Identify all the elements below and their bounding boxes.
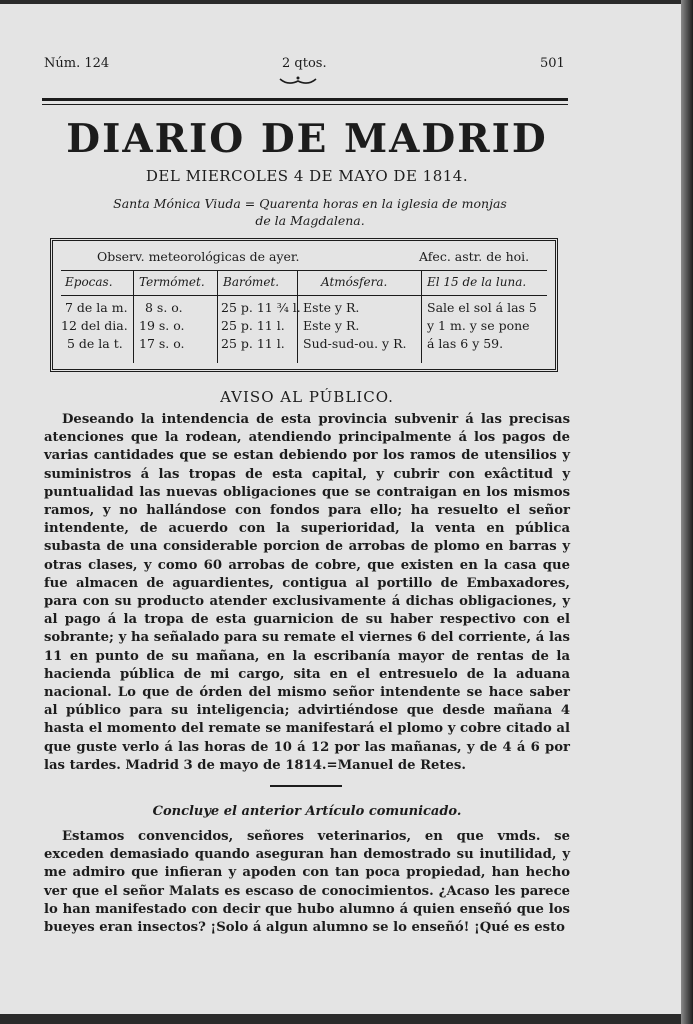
row3-barom: 25 p. 11 l. xyxy=(221,336,285,351)
concluye-body xyxy=(44,828,570,937)
row2-epoca: 12 del dia. xyxy=(61,318,128,333)
astro-line-3: á las 6 y 59. xyxy=(427,336,504,351)
aviso-body xyxy=(44,411,570,775)
row3-atmos: Sud-sud-ou. y R. xyxy=(303,336,407,351)
row1-term: 8 s. o. xyxy=(145,300,183,315)
header-rule-top xyxy=(42,98,568,101)
page-edge-shadow xyxy=(681,0,693,1024)
concluye-heading: Concluye el anterior Artículo comunicado. xyxy=(152,804,462,819)
newspaper-page xyxy=(0,4,683,1014)
section-separator xyxy=(270,785,342,787)
page-number: 501 xyxy=(540,56,565,71)
masthead-title: DIARIO DE MADRID xyxy=(66,116,548,162)
aviso-paragraph: Deseando la intendencia de esta provincia subvenir á las precisas atenciones que la rodean, atendiendo principalmente á los pagos de varias cantidades que se estan debiendo por los ramos de utensilios y suministros á las tropas de esta capital, y cubrir con exâctitud y puntualidad las nuevas obligaciones que se contraigan en los mismos ramos, y no hallándose con fondos para ello; ha resuelto el señor intendente, de acuerdo con la superioridad, la venta en pública subasta de una considerable porcion de arrobas de plomo en barras y otras clases, y como 60 arrobas de cobre, que existen en la casa que fue almacen de aguardientes, contigua al portillo de Embaxadores, para con su producto atender exclusivamente á dichas obligaciones, y al pago á la tropa de esta guarnicion de su haber respectivo con el sobrante; y ha señalado para su remate el viernes 6 del corriente, á las 11 en punto de su mañana, en la escribanía mayor de rentas de la hacienda pública de mi cargo, sita en el entresuelo de la aduana nacional. Lo que de órden del mismo señor intendente se hace saber al público para su inteligencia; advirtiéndose que desde mañana 4 hasta el momento del remate se manifestará el plomo y cobre citado al que guste verlo á las horas de 10 á 12 por las mañanas, y de 4 á 6 por las tardes. Madrid 3 de mayo de 1814.=Manuel de Retes. xyxy=(44,412,570,773)
meteo-vline-1 xyxy=(133,271,134,363)
meteo-heading-left: Observ. meteorológicas de ayer. xyxy=(97,249,300,264)
meteo-vline-2 xyxy=(217,271,218,363)
col-atmosfera: Atmósfera. xyxy=(321,275,388,289)
row2-barom: 25 p. 11 l. xyxy=(221,318,285,333)
aviso-heading: AVISO AL PÚBLICO. xyxy=(220,388,394,406)
meteorological-table xyxy=(50,238,558,372)
issue-number: Núm. 124 xyxy=(44,56,110,71)
saint-of-day xyxy=(60,195,560,229)
row1-barom: 25 p. 11 ¾ l. xyxy=(221,300,301,315)
astro-line-2: y 1 m. y se pone xyxy=(427,318,530,333)
row1-epoca: 7 de la m. xyxy=(65,300,128,315)
concluye-paragraph: Estamos convencidos, señores veterinarios, en que vmds. se exceden demasiado quando aseguran han demostrado su inutilidad, y me admiro que infieran y apoden con tan poca propiedad, han hecho ver que el señor Malats es escaso de conocimientos. ¿Acaso les parece lo han manifestado con decir que hubo alumno á quien enseñó que los bueyes eran insectos? ¡Solo á algun alumno se lo enseñó! ¡Qué es esto xyxy=(44,829,570,936)
saint-line-2: de la Magdalena. xyxy=(255,213,365,228)
header-rule-bottom xyxy=(42,104,568,105)
col-epocas: Epocas. xyxy=(65,275,113,289)
ornament-icon xyxy=(278,74,318,88)
row1-atmos: Este y R. xyxy=(303,300,360,315)
dateline: DEL MIERCOLES 4 DE MAYO DE 1814. xyxy=(145,167,469,185)
col-luna: El 15 de la luna. xyxy=(427,275,527,289)
signature-mark: 2 qtos. xyxy=(282,56,327,71)
meteo-vline-3 xyxy=(297,271,298,363)
meteo-vline-4 xyxy=(421,271,422,363)
meteo-heading-right: Afec. astr. de hoi. xyxy=(419,249,530,264)
saint-line-1: Santa Mónica Viuda = Quarenta horas en la iglesia de monjas xyxy=(113,196,507,211)
row3-term: 17 s. o. xyxy=(139,336,185,351)
astro-line-1: Sale el sol á las 5 xyxy=(427,300,537,315)
col-barometro: Barómet. xyxy=(223,275,280,289)
row3-epoca: 5 de la t. xyxy=(67,336,123,351)
row2-atmos: Este y R. xyxy=(303,318,360,333)
row2-term: 19 s. o. xyxy=(139,318,185,333)
col-termometro: Termómet. xyxy=(139,275,205,289)
